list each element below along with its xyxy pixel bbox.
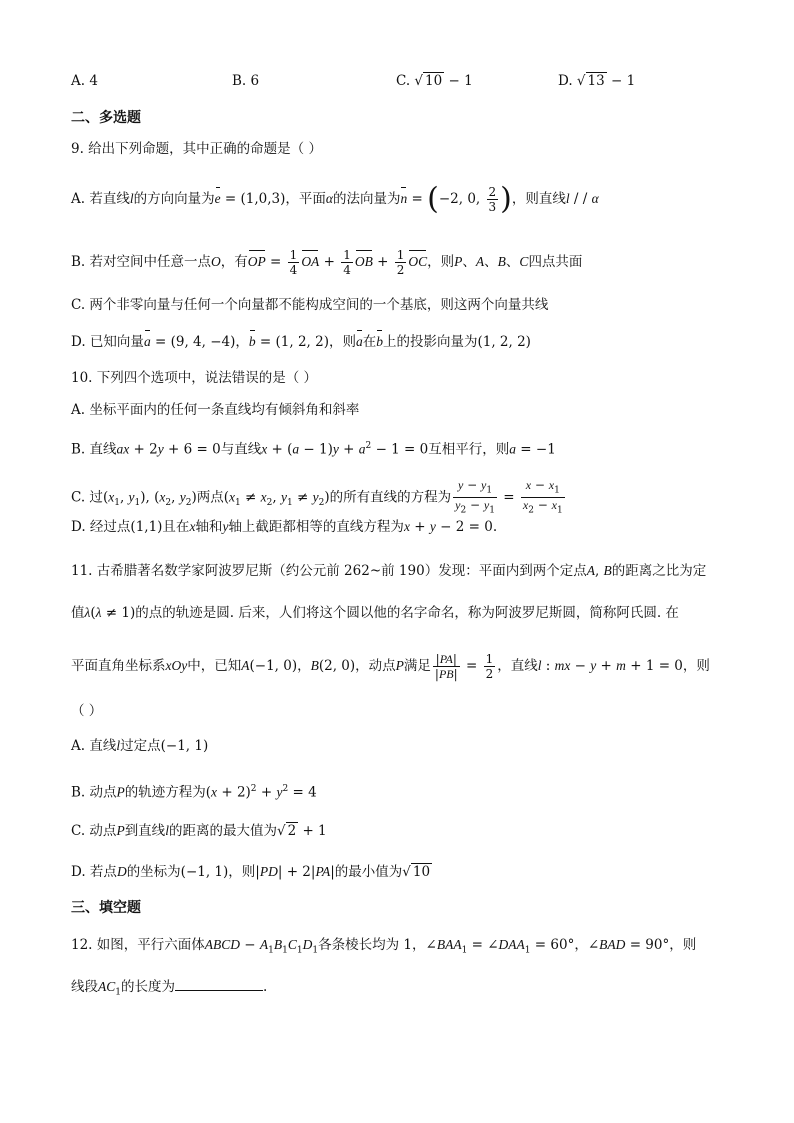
q10-option-a: A. 坐标平面内的任何一条直线均有倾斜角和斜率 (71, 402, 360, 418)
section2-title: 二、多选题 (71, 110, 141, 126)
section3-title: 三、填空题 (71, 900, 141, 916)
q11-option-c: C. 动点P到直线l的距离的最大值为√ 2 + 1 (71, 823, 327, 839)
q9-option-b: B. 若对空间中任意一点O，有OP = $\frac{1}{4}$ OA + $\frac{1}{4}$ OB + $\frac{1}{2}$ OC，则P、A、B、C四点共面 (71, 248, 583, 277)
q10-option-d: D. 经过点(1,1)且在x轴和y轴上截距都相等的直线方程为x + y − 2 = 0. (71, 519, 498, 535)
q8-option-c: C. √ 10 − 1 (396, 73, 473, 89)
q10-stem: 10. 下列四个选项中，说法错误的是（ ） (71, 370, 318, 386)
q8-option-d: D. √ 13 − 1 (558, 73, 636, 89)
q12-line-1: 12. 如图，平行六面体ABCD − $A_1B_1C_1D_1$各条棱长均为 1，$\angle BAA_1$ = $\angle DAA_1 = 60^\circ$，∠BAD = 90°，则 (71, 937, 697, 956)
q9-option-a: A. 若直线l的方向向量为e = (1,0,3)，平面α的法向量为n = (−2, 0, $\frac{2}{3}$ )，则直线l / / α (71, 181, 599, 217)
q9-stem: 9. 给出下列命题，其中正确的命题是（ ） (71, 141, 322, 157)
q10-option-b: B. 直线ax + 2y + 6 = 0与直线$x + (a - 1)y + a^2 - 1 = 0$互相平行，则a = −1 (71, 441, 556, 458)
q10-option-c: C. 过($x_1$, $y_1$), ($x_2$, $y_2$)两点($x_1 \ne x_2$, $y_1 \ne y_2$)的所有直线的方程为 $\frac{y - y_1}{y_2 - y_1}$ = $\frac{x - x_1}{x_2 - x_1}$ (71, 478, 563, 516)
q11-option-d: D. 若点D的坐标为(−1, 1)，则|PD| + 2|PA|的最小值为√ 10 (71, 864, 431, 880)
q8-option-a: A. 4 (71, 73, 98, 89)
q9-option-d: D. 已知向量a = (9, 4, −4)，b = (1, 2, 2)，则a在b上的投影向量为(1, 2, 2) (71, 334, 531, 350)
q11-line-4: （ ） (71, 703, 103, 719)
q8-option-b: B. 6 (232, 73, 260, 89)
q11-line-2: 值λ(λ ≠ 1)的点的轨迹是圆. 后来，人们将这个圆以他的名字命名，称为阿波罗尼斯圆，简称阿氏圆. 在 (71, 605, 679, 621)
q11-line-3: 平面直角坐标系xOy中，已知A(−1, 0)，B(2, 0)，动点P满足 $\frac{|PA|}{|PB|}$ = $\frac{1}{2}$ ，直线l : mx − y + m + 1 = 0，则 (71, 652, 710, 681)
q9-option-c: C. 两个非零向量与任何一个向量都不能构成空间的一个基底，则这两个向量共线 (71, 297, 549, 313)
q11-option-b: B. 动点P的轨迹方程为$(x + 2)^2 + y^2 = 4$ (71, 784, 317, 801)
q11-line-1: 11. 古希腊著名数学家阿波罗尼斯（约公元前 262~前 190）发现：平面内到两个定点A, B的距离之比为定 (71, 563, 707, 579)
q11-option-a: A. 直线l过定点(−1, 1) (71, 738, 209, 754)
answer-blank[interactable] (175, 976, 263, 991)
q12-line-2: 线段$AC_1$的长度为 . (71, 976, 267, 1003)
